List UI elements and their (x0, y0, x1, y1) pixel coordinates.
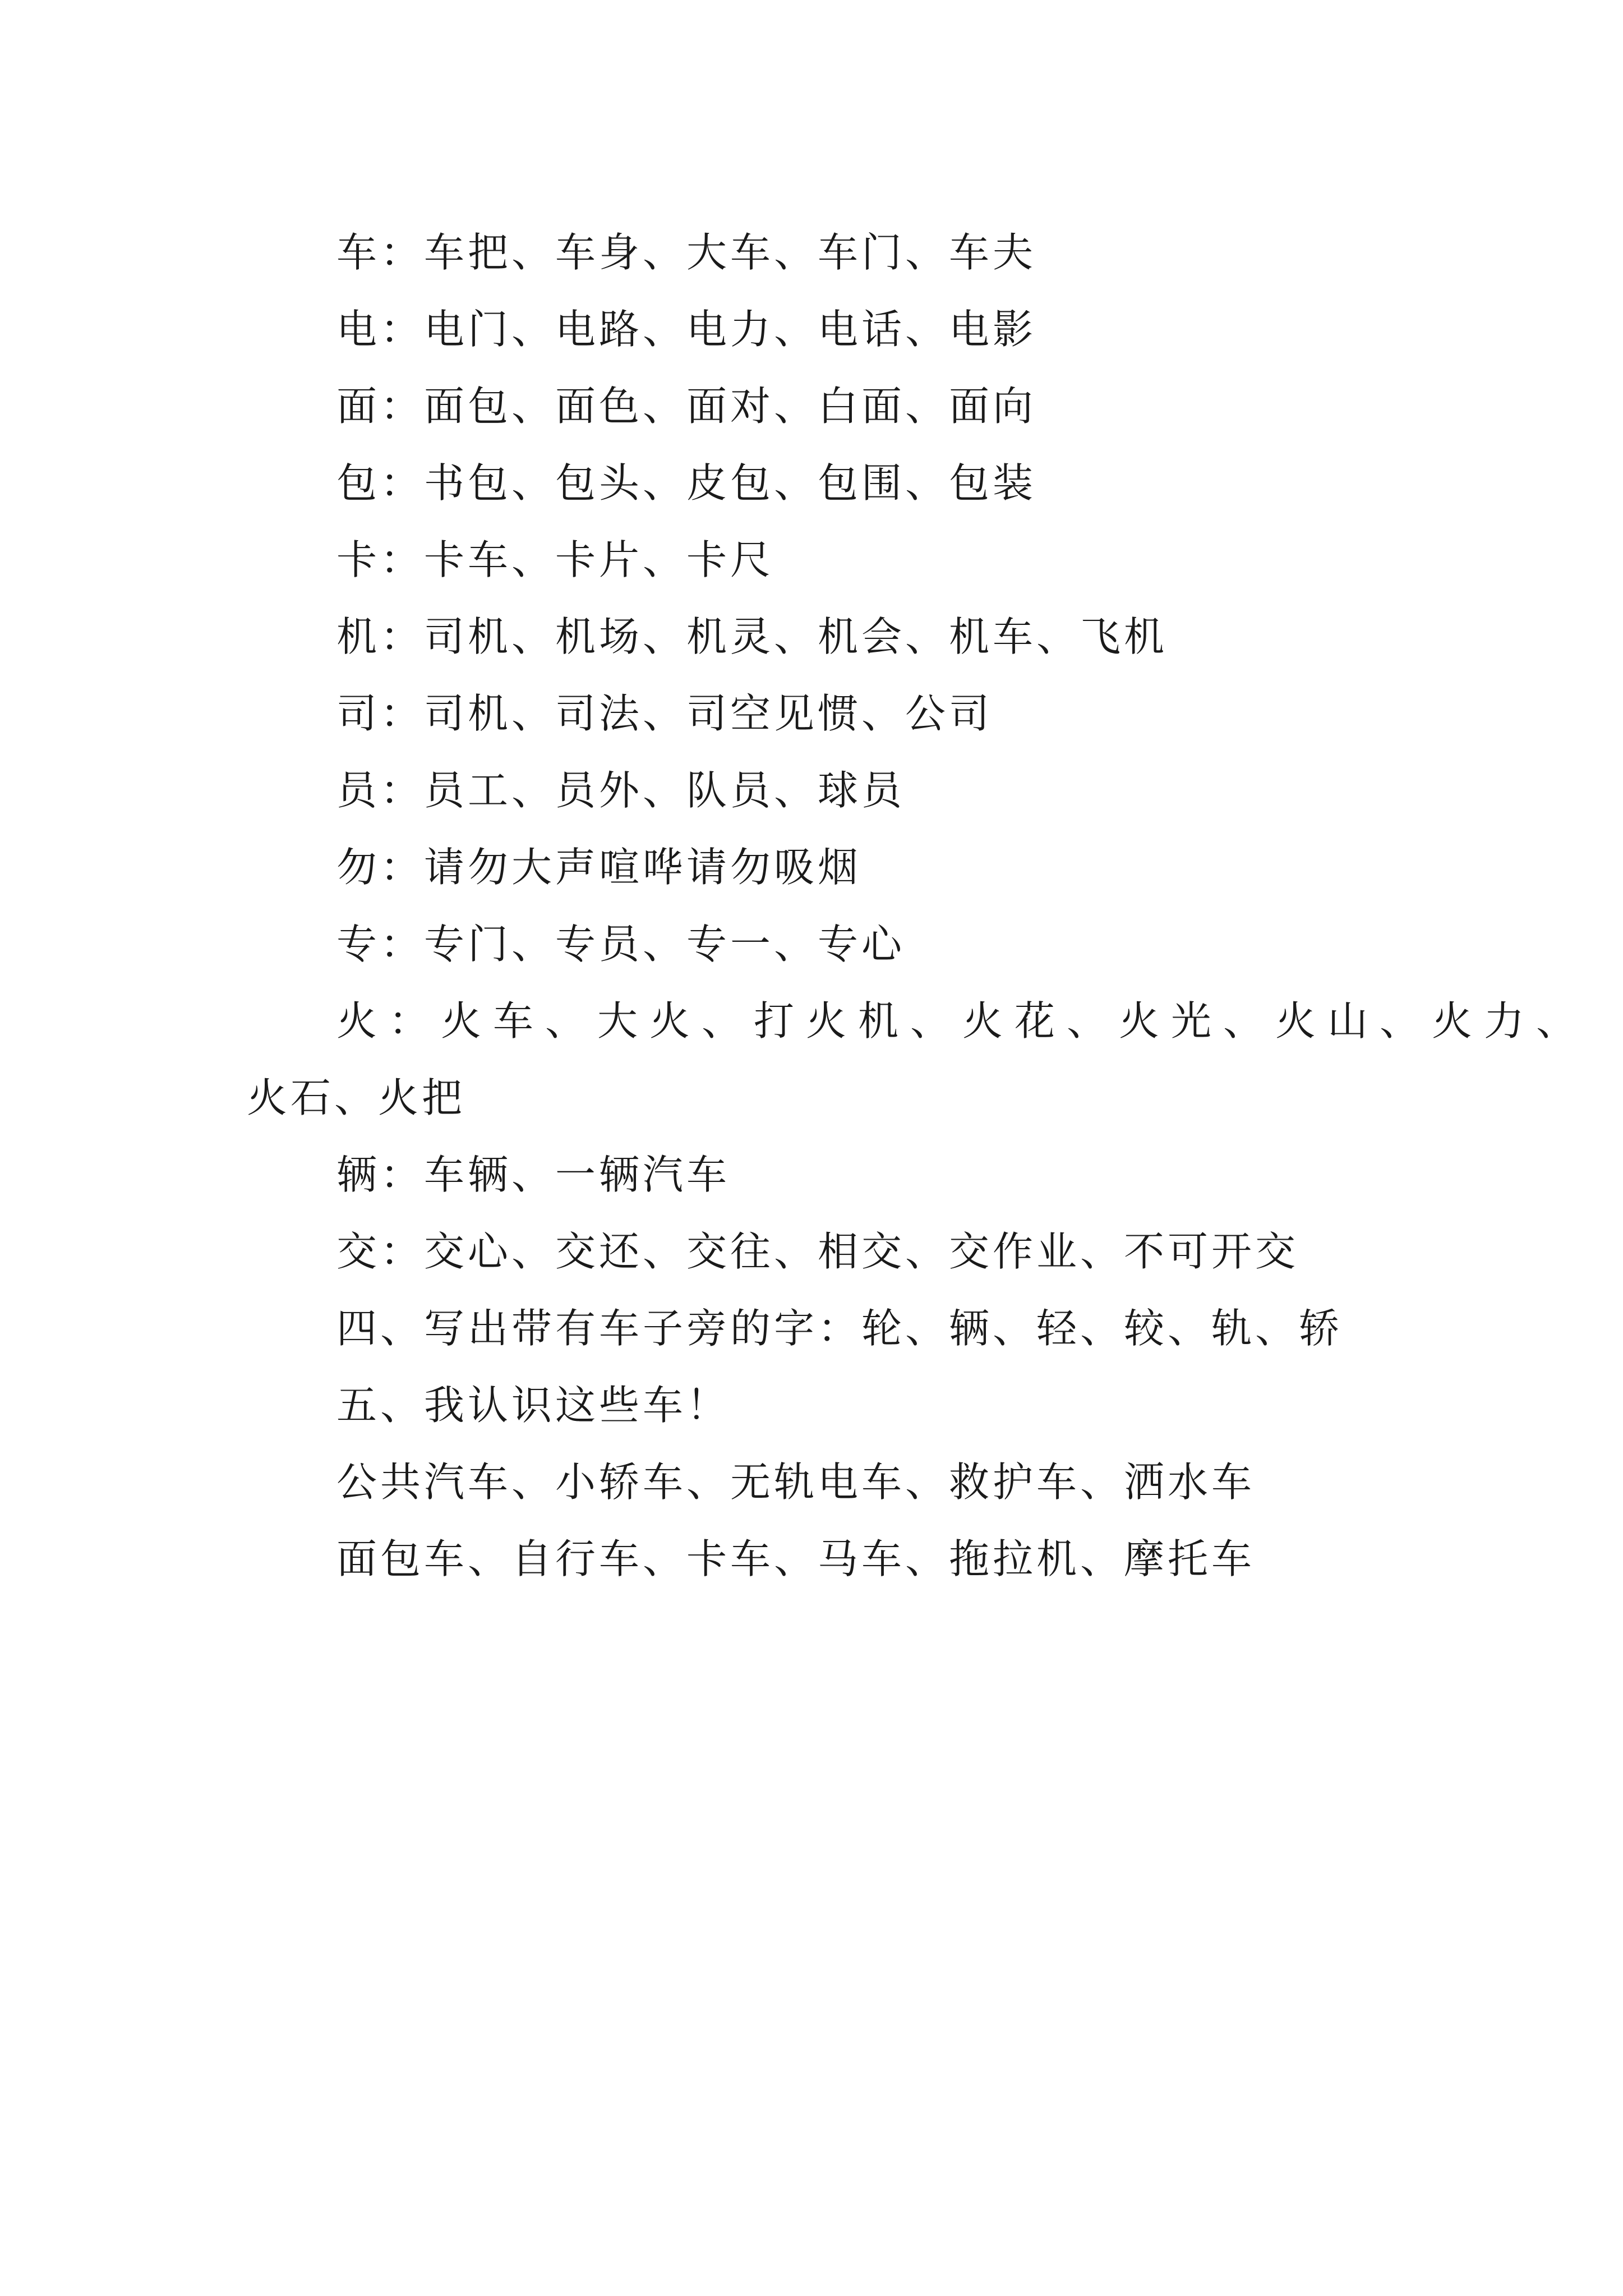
vocab-line-zhuan: 专：专门、专员、专一、专心 (336, 921, 906, 968)
vocab-line-bao: 包：书包、包头、皮包、包围、包装 (336, 459, 1037, 507)
vocab-line-dian: 电：电门、电路、电力、电话、电影 (336, 306, 1037, 353)
section-four-radical: 四、写出带有车子旁的字：轮、辆、轻、较、轨、轿 (336, 1305, 1343, 1352)
vocab-line-wu: 勿：请勿大声喧哗请勿吸烟 (336, 844, 862, 891)
vocab-line-mian: 面：面包、面色、面对、白面、面向 (336, 383, 1037, 430)
vocab-line-liang: 辆：车辆、一辆汽车 (336, 1151, 731, 1198)
section-five-heading: 五、我认识这些车！ (336, 1382, 731, 1429)
vocab-line-huo-continued: 火石、火把 (247, 1074, 466, 1121)
vocab-line-jiao: 交：交心、交还、交往、相交、交作业、不可开交 (336, 1228, 1299, 1275)
document-body (247, 214, 1589, 1598)
vocab-line-si: 司：司机、司法、司空见惯、公司 (336, 690, 993, 737)
vocab-line-huo: 火：火车、大火、打火机、火花、火光、火山、火力、 (336, 997, 1589, 1045)
vocab-line-ka: 卡：卡车、卡片、卡尺 (336, 536, 774, 583)
vehicle-list-1: 公共汽车、小轿车、无轨电车、救护车、洒水车 (336, 1458, 1256, 1506)
vocab-line-che: 车：车把、车身、大车、车门、车夫 (336, 229, 1037, 276)
vocab-line-yuan: 员：员工、员外、队员、球员 (336, 767, 906, 814)
vocab-line-ji: 机：司机、机场、机灵、机会、机车、飞机 (336, 613, 1168, 660)
vehicle-list-2: 面包车、自行车、卡车、马车、拖拉机、摩托车 (336, 1535, 1256, 1582)
